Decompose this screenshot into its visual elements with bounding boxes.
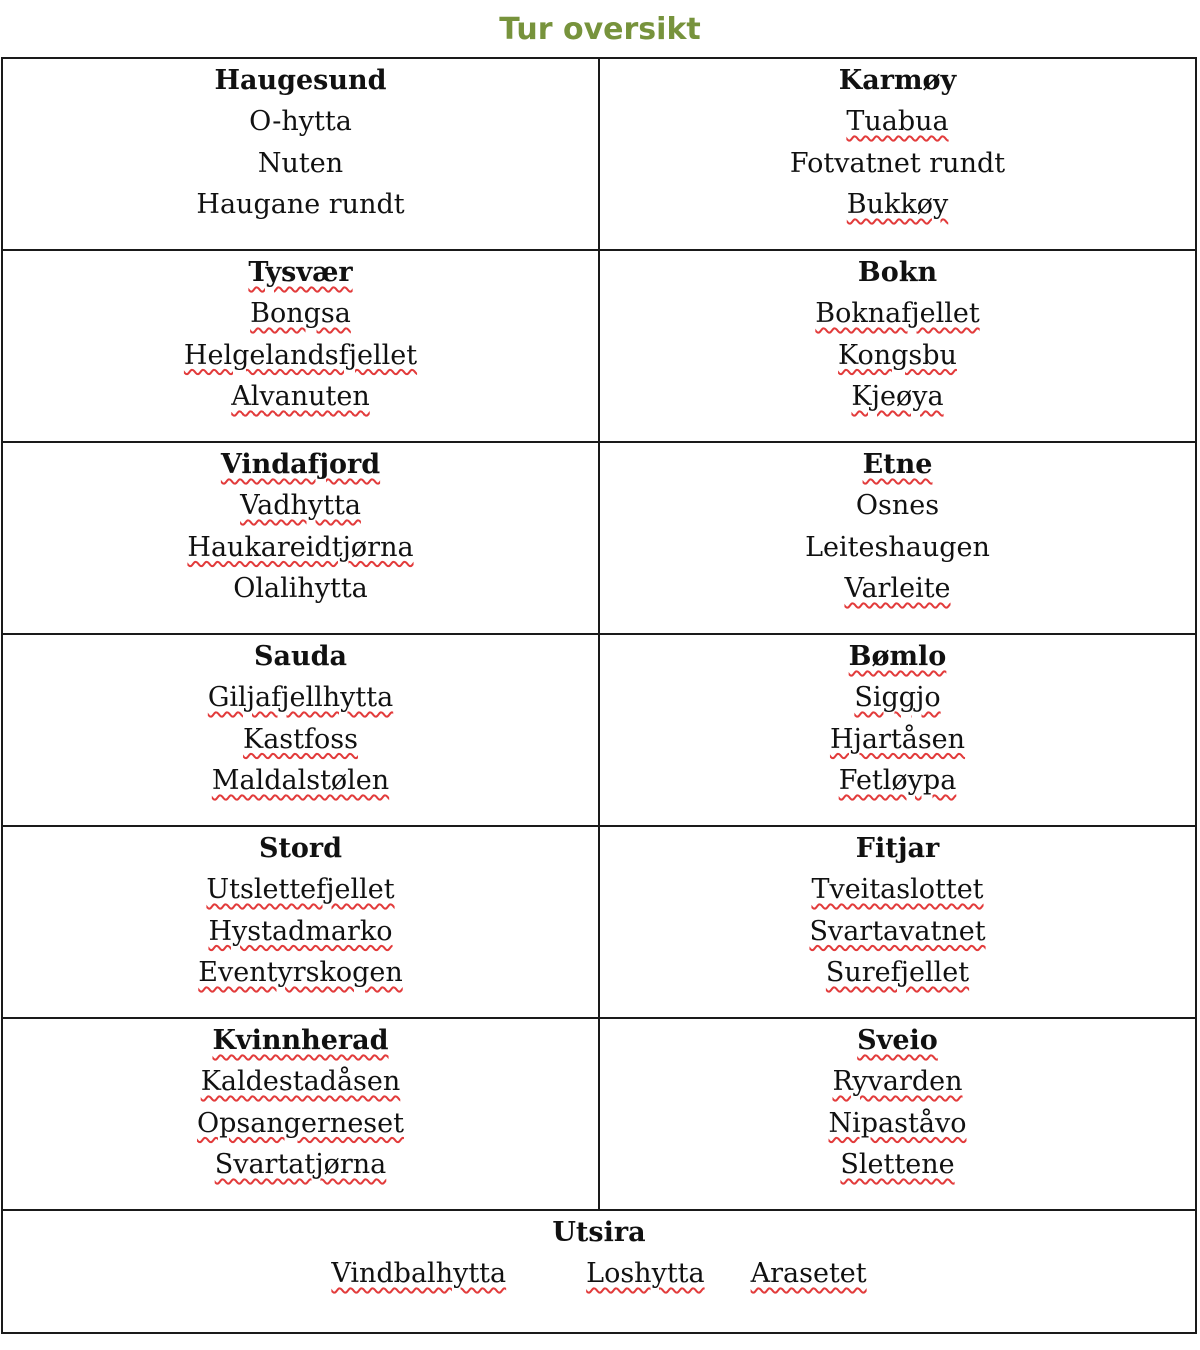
region-cell (2, 826, 599, 1018)
region-cell (2, 1018, 599, 1210)
place-name: Vadhytta (240, 490, 361, 521)
place-name: Nipaståvo (828, 1107, 967, 1139)
place-name: Bukkøy (846, 189, 949, 220)
table-row (2, 250, 1196, 442)
place-name: Leiteshaugen (805, 531, 990, 563)
place-name: Hjartåsen (829, 723, 966, 755)
region-cell (599, 1018, 1196, 1210)
region-cell (599, 58, 1196, 250)
region-cell (2, 58, 599, 250)
place-name: Nuten (257, 147, 344, 179)
page-title: Tur oversikt (499, 12, 701, 47)
region-cell (599, 634, 1196, 826)
place-name: Maldalstølen (211, 765, 390, 796)
table-row (2, 58, 1196, 250)
place-name: Bongsa (250, 298, 351, 329)
place-name: Fotvatnet rundt (789, 147, 1006, 179)
region-name: Bokn (857, 257, 938, 288)
place-name: Fetløypa (838, 765, 957, 796)
place-name: Alvanuten (231, 381, 370, 412)
region-name: Karmøy (838, 65, 957, 96)
place-name: Boknafjellet (815, 298, 980, 329)
region-name: Bømlo (848, 641, 947, 672)
region-name: Utsira (552, 1217, 646, 1248)
table-row (2, 1018, 1196, 1210)
place-name: Tveitaslottet (811, 874, 984, 905)
place-name: O-hytta (249, 106, 352, 137)
region-name: Tysvær (248, 257, 353, 288)
place-name: Kjeøya (851, 381, 944, 412)
tour-table (1, 57, 1197, 1334)
table-row (2, 442, 1196, 634)
place-name: Slettene (840, 1149, 955, 1180)
region-name: Etne (862, 449, 933, 480)
region-name: Sveio (857, 1025, 938, 1056)
region-cell (2, 250, 599, 442)
place-name: Tuabua (846, 106, 949, 137)
place-name: Opsangerneset (197, 1107, 404, 1139)
place-name: Siggjo (854, 682, 941, 713)
table-row (2, 634, 1196, 826)
region-cell (2, 442, 599, 634)
place-name: Kastfoss (243, 723, 358, 755)
region-name: Vindafjord (220, 449, 381, 480)
place-name: Hystadmarko (208, 915, 393, 947)
place-name: Kaldestadåsen (200, 1066, 401, 1097)
place-name: Haugane rundt (196, 189, 405, 220)
region-cell (599, 826, 1196, 1018)
place-name: Svartavatnet (809, 915, 986, 947)
region-cell (2, 634, 599, 826)
table-row (2, 1210, 1196, 1333)
place-name: Utslettefjellet (206, 874, 395, 905)
region-name: Stord (258, 833, 343, 864)
region-cell (599, 442, 1196, 634)
place-name: Haukareidtjørna (187, 531, 414, 563)
place-name: Surefjellet (825, 957, 970, 988)
region-name: Kvinnherad (212, 1025, 389, 1056)
place-name: Eventyrskogen (198, 957, 403, 988)
table-row (2, 826, 1196, 1018)
utsira-cell (2, 1210, 1196, 1333)
place-name: Ryvarden (832, 1066, 963, 1097)
place-name: Vindbalhytta (331, 1258, 507, 1289)
place-name: Helgelandsfjellet (183, 339, 418, 371)
place-name: Svartatjørna (214, 1149, 387, 1180)
region-name: Haugesund (214, 65, 387, 96)
place-name: Arasetet (750, 1258, 867, 1289)
place-name: Loshytta (586, 1258, 705, 1289)
region-name: Fitjar (855, 833, 940, 864)
place-name: Olalihytta (233, 573, 368, 604)
place-name: Kongsbu (838, 339, 957, 371)
utsira-place-list (3, 1253, 1195, 1295)
place-name: Giljafjellhytta (207, 682, 394, 713)
region-cell (599, 250, 1196, 442)
place-name: Osnes (855, 490, 940, 521)
region-name: Sauda (254, 641, 347, 672)
place-name: Varleite (844, 573, 951, 604)
